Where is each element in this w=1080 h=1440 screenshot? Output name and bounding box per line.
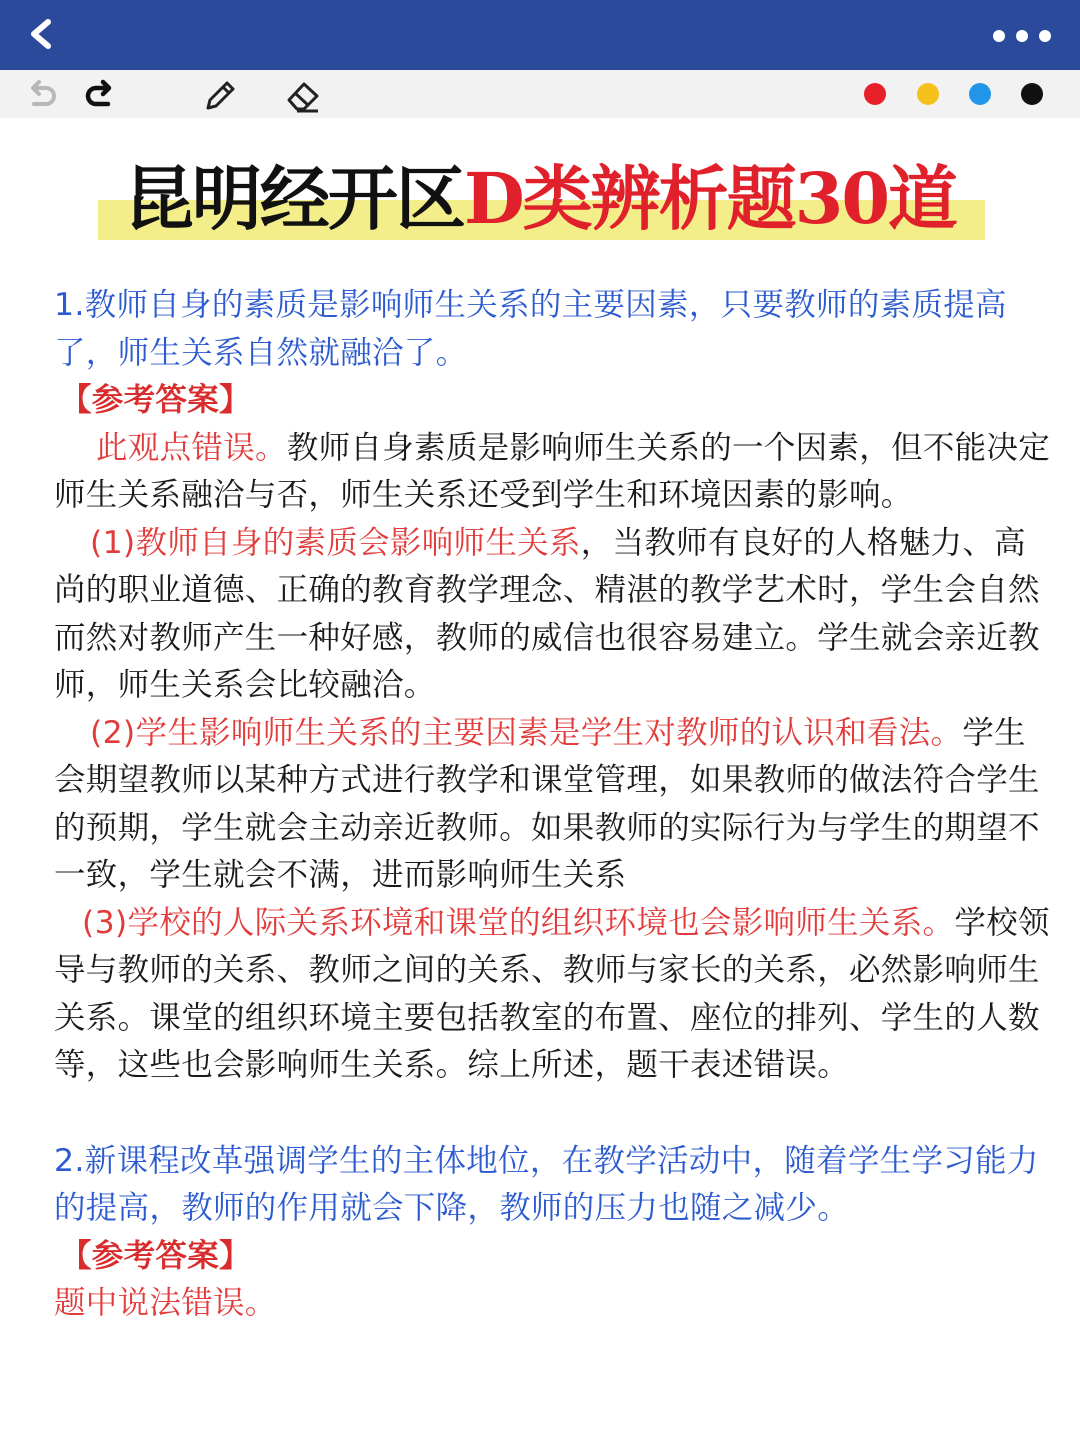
q1-verdict-paragraph <box>54 425 1054 520</box>
color-yellow-swatch[interactable] <box>917 83 939 105</box>
q1-point-2 <box>54 710 1054 900</box>
q1-verdict-text: 教师自身素质是影响师生关系的一个因素，但不能决定师生关系融洽与否，师生关系还受到学生和环境因素的影响。 <box>54 429 1051 513</box>
q1-point-1-head: (1)教师自身的素质会影响师生关系 <box>90 524 581 561</box>
title-part-2: D类辨析题30道 <box>463 157 957 240</box>
q1-point-3-head: (3)学校的人际关系环境和课堂的组织环境也会影响师生关系。 <box>82 904 955 941</box>
q2-verdict: 题中说法错误。 <box>54 1285 277 1321</box>
q1-point-2-text: 学生会期望教师以某种方式进行教学和课堂管理，如果教师的做法符合学生的预期，学生就会主动亲近教师。如果教师的实际行为与学生的期望不一致，学生就会不满，进而影响师生关系 <box>54 714 1040 893</box>
q1-verdict: 此观点错误。 <box>96 429 287 466</box>
top-app-bar <box>0 0 1080 70</box>
q1-point-2-head: (2)学生影响师生关系的主要因素是学生对教师的认识和看法。 <box>90 714 963 751</box>
q1-point-3-text: 学校领导与教师的关系、教师之间的关系、教师与家长的关系，必然影响师生关系。课堂的组织环境主要包括教室的布置、座位的排列、学生的人数等，这些也会影响师生关系。综上所述，题干表述错误。 <box>54 904 1050 1083</box>
q1-point-1-text: ，当教师有良好的人格魅力、高尚的职业道德、正确的教育教学理念、精湛的教学艺术时，学生会自然而然对教师产生一种好感，教师的威信也很容易建立。学生就会亲近教师，师生关系会比较融洽。 <box>54 524 1040 703</box>
page-title <box>0 154 1080 244</box>
more-options-icon[interactable] <box>990 27 1054 45</box>
q1-point-3 <box>54 900 1054 1090</box>
q1-answer-label: 【参考答案】 <box>60 382 251 418</box>
color-red-swatch[interactable] <box>864 83 886 105</box>
q1-point-1 <box>54 520 1054 710</box>
q2-answer-label: 【参考答案】 <box>60 1237 251 1274</box>
back-arrow-icon[interactable] <box>22 14 62 54</box>
section-gap <box>54 1090 1054 1138</box>
eraser-icon[interactable] <box>284 76 322 114</box>
title-part-1: 昆明经开区 <box>123 157 464 240</box>
undo-icon[interactable] <box>22 76 60 114</box>
title-block <box>0 150 1080 250</box>
color-blue-swatch[interactable] <box>969 83 991 105</box>
document-content <box>54 282 1054 1328</box>
pencil-icon[interactable] <box>200 76 238 114</box>
q1-question: 1.教师自身的素质是影响师生关系的主要因素，只要教师的素质提高了，师生关系自然就融洽了。 <box>54 287 1007 371</box>
color-black-swatch[interactable] <box>1021 83 1043 105</box>
q2-question: 2.新课程改革强调学生的主体地位，在教学活动中，随着学生学习能力的提高，教师的作用就会下降，教师的压力也随之减少。 <box>54 1142 1039 1226</box>
redo-icon[interactable] <box>80 76 118 114</box>
